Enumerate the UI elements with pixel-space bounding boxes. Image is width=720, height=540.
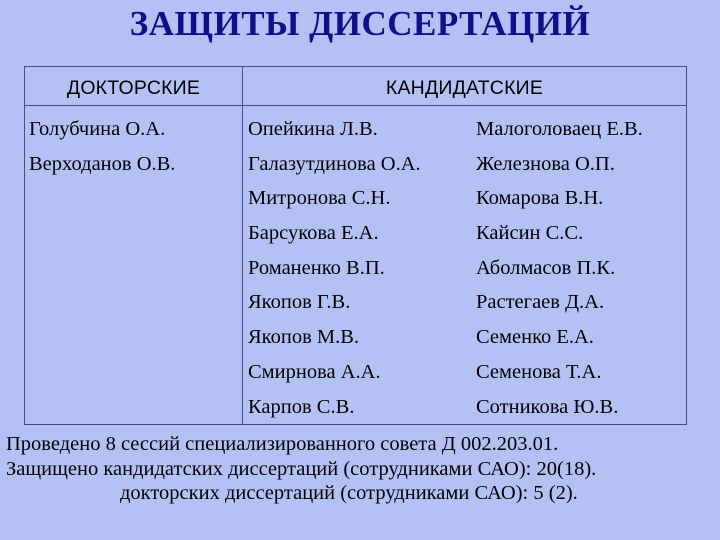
list-item: Барсукова Е.А.: [248, 222, 379, 245]
table-header-row: [25, 67, 687, 106]
list-item: Железнова О.П.: [476, 152, 615, 175]
list-item: Комарова В.Н.: [476, 187, 604, 210]
list-item: Галазутдинова О.А.: [248, 152, 421, 175]
table-body-row: [25, 106, 687, 425]
list-item: Аболмасов П.К.: [476, 256, 616, 279]
candidate-cell: [243, 106, 687, 425]
list-item: Семенко Е.А.: [476, 326, 594, 349]
list-item: Верходанов О.В.: [29, 152, 176, 175]
list-item: Карпов С.В.: [248, 395, 355, 418]
header-candidate: [243, 67, 687, 106]
header-candidate-label: КАНДИДАТСКИЕ: [385, 76, 544, 99]
list-item: Голубчина О.А.: [29, 118, 166, 140]
header-doctoral: [25, 67, 243, 106]
list-item: Кайсин С.С.: [476, 222, 584, 245]
list-item: Опейкина Л.В.: [248, 118, 378, 140]
footer-line-doctoral: докторских диссертаций (сотрудниками САО): 5 (2).: [120, 482, 578, 504]
list-item: Якопов М.В.: [248, 326, 360, 349]
list-item: Смирнова А.А.: [248, 360, 381, 383]
footer-line-candidate: Защищено кандидатских диссертаций (сотрудниками САО): 20(18).: [6, 457, 597, 480]
candidate-lists: [243, 106, 686, 424]
footer-line-sessions: Проведено 8 сессий специализированного совета Д 002.203.01.: [6, 433, 559, 455]
defenses-table: [24, 66, 687, 425]
candidate-list-1: [243, 112, 474, 424]
list-item: Якопов Г.В.: [248, 291, 351, 314]
candidate-list-2: [474, 112, 686, 424]
header-doctoral-label: ДОКТОРСКИЕ: [66, 76, 201, 99]
doctoral-list: [25, 106, 243, 425]
list-item: Митронова С.Н.: [248, 187, 391, 210]
list-item: Семенова Т.А.: [476, 360, 602, 383]
footer-summary: [6, 432, 716, 506]
list-item: Малоголовaец Е.В.: [476, 118, 643, 140]
slide-title: ЗАЩИТЫ ДИССЕРТАЦИЙ: [129, 4, 591, 43]
list-item: Романенко В.П.: [248, 256, 385, 279]
list-item: Сотникова Ю.В.: [476, 395, 619, 418]
list-item: Растегаев Д.А.: [476, 291, 605, 314]
